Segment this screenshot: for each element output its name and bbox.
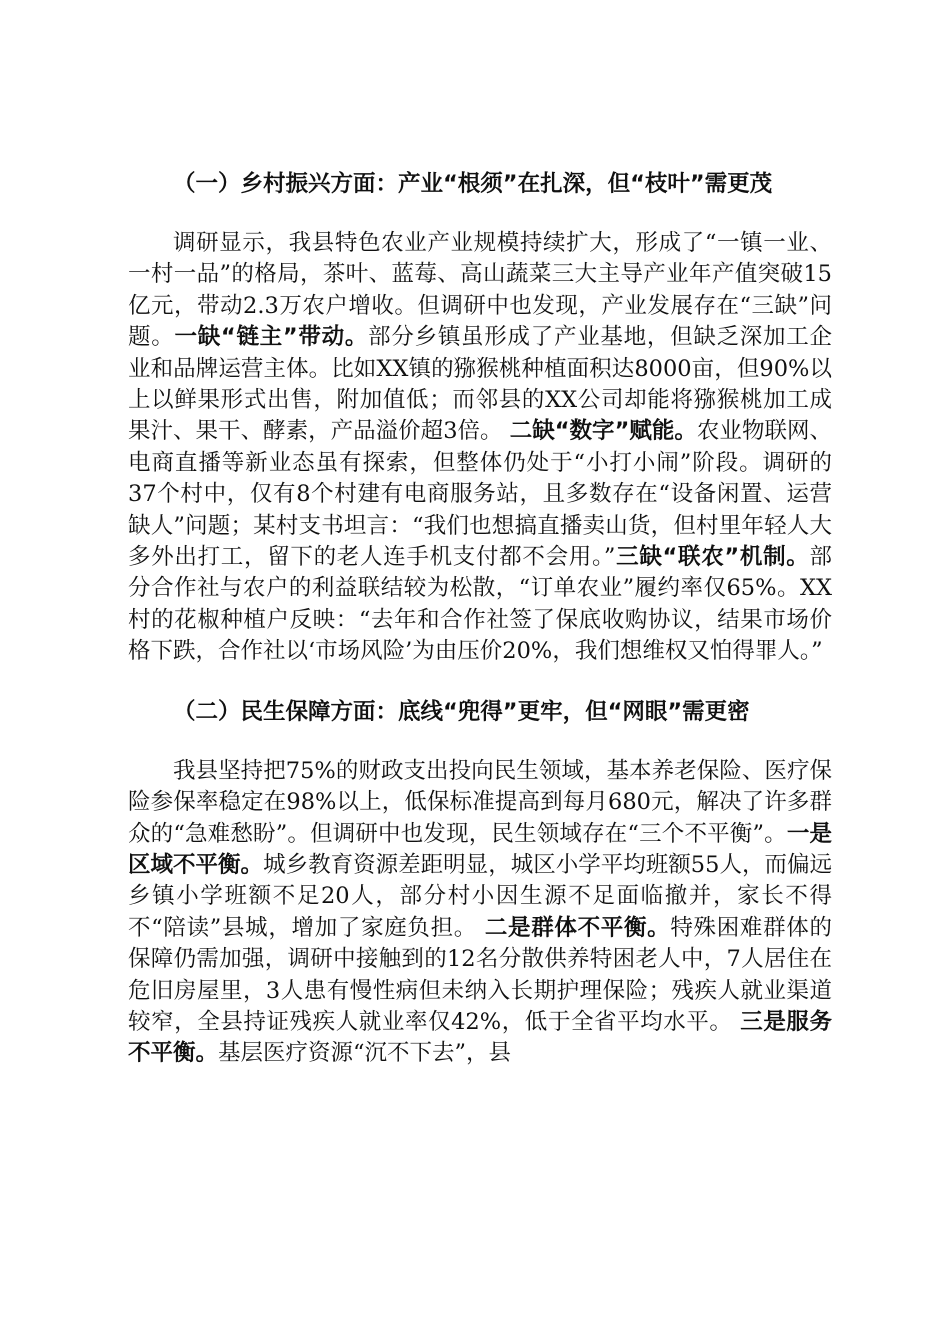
paragraph-text: 我县坚持把75%的财政支出投向民生领域，基本养老保险、医疗保险参保率稳定在98%以上，低保标准提高到每月680元，解决了许多群众的“急难愁盼”。但调研中也发现，民生领域存在“三个不平衡”。 xyxy=(128,757,832,847)
paragraph-text: 调研显示，我县特色农业产业规模持续扩大，形成了“一镇一业、一村一品”的格局，茶叶、蓝莓、高山蔬菜三大主导产业年产值突破15亿元，带动2.3万农户增收。但调研中也发现，产业发展存在“三缺”问题。 xyxy=(128,230,832,351)
bold-point-3: 三是服务不平衡。 xyxy=(128,1008,832,1067)
section-heading-livelihood: （二）民生保障方面：底线“兜得”更牢，但“网眼”需更密 xyxy=(173,698,750,725)
bold-point-3: 三缺“联农”机制。 xyxy=(615,544,810,571)
section-heading-rural-revitalization: （一）乡村振兴方面：产业“根须”在扎深，但“枝叶”需更茂 xyxy=(173,171,773,197)
bold-point-1: 一是区域不平衡。 xyxy=(128,820,832,878)
bold-point-1: 一缺“链主”带动。 xyxy=(174,324,369,351)
document-body xyxy=(128,168,832,1098)
paragraph-text: 农业物联网、电商直播等新业态虽有探索，但整体仍处于“小打小闹”阶段。调研的37个村中，仅有8个村建有电商服务站，且多数存在“设备闲置、运营缺人”问题；某村支书坦言：“我们也想搞直播卖山货，但村里年轻人大多外出打工，留下的老人连手机支付都不会用。” xyxy=(128,418,832,571)
paragraph-livelihood xyxy=(128,756,832,1070)
paragraph-text: 基层医疗资源“沉不下去”，县 xyxy=(218,1040,512,1067)
bold-point-2: 二是群体不平衡。 xyxy=(484,914,671,941)
paragraph-text: 特殊困难群体的保障仍需加强，调研中接触到的12名分散供养特困老人中，7人居住在危旧房屋里，3人患有慢性病但未纳入长期护理保险；残疾人就业渠道较窄，全县持证残疾人就业率仅42%，低于全省平均水平。 xyxy=(128,914,832,1035)
paragraph-text: 部分合作社与农户的利益联结较为松散，“订单农业”履约率仅65%。XX村的花椒种植户反映：“去年和合作社签了保底收购协议，结果市场价格下跌，合作社以‘市场风险’为由压价20%，我们想维权又怕得罪人。” xyxy=(128,544,832,665)
paragraph-rural-revitalization xyxy=(128,228,832,668)
paragraph-text: 部分乡镇虽形成了产业基地，但缺乏深加工企业和品牌运营主体。比如XX镇的猕猴桃种植面积达8000亩，但90%以上以鲜果形式出售，附加值低；而邻县的XX公司却能将猕猴桃加工成果汁、果干、酵素，产品溢价超3倍。 xyxy=(128,324,832,445)
bold-point-2: 二缺“数字”赋能。 xyxy=(509,418,697,445)
paragraph-text: 城乡教育资源差距明显，城区小学平均班额55人，而偏远乡镇小学班额不足20人，部分村小因生源不足面临撤并，家长不得不“陪读”县城，增加了家庭负担。 xyxy=(128,851,832,941)
